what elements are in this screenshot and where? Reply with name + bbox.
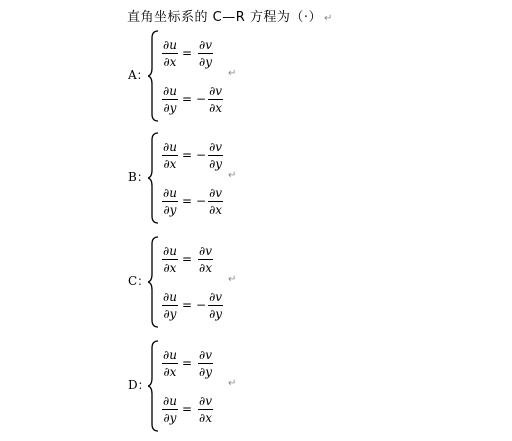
equals-sign: =	[181, 298, 192, 312]
lhs-fraction: $\frac{\partial u}{\partial y}$	[163, 289, 177, 321]
equation-1	[162, 238, 213, 280]
left-brace-icon	[148, 132, 160, 224]
equals-sign: =	[181, 46, 192, 60]
equals-sign: =	[181, 148, 192, 162]
lhs-fraction: $\frac{\partial u}{\partial y}$	[163, 393, 177, 425]
question-stem: 直角坐标系的 C—R 方程为（·）	[127, 10, 323, 25]
equation-2	[162, 284, 223, 326]
equation-2	[162, 78, 223, 120]
option-label: C：	[128, 274, 150, 288]
option-a[interactable]	[128, 30, 248, 122]
option-b[interactable]	[128, 132, 248, 224]
equals-sign: =	[181, 356, 192, 370]
option-label: B：	[128, 170, 149, 184]
rhs-fraction: $\frac{\partial v}{\partial x}$	[209, 185, 223, 217]
rhs-fraction: $\frac{\partial v}{\partial x}$	[209, 83, 223, 115]
lhs-fraction: $\frac{\partial u}{\partial x}$	[163, 37, 177, 69]
lhs-fraction: $\frac{\partial u}{\partial x}$	[163, 139, 177, 171]
question-text	[127, 6, 333, 25]
left-brace-icon	[148, 340, 160, 432]
rhs-fraction: $\frac{\partial v}{\partial y}$	[209, 139, 223, 171]
lhs-fraction: $\frac{\partial u}{\partial x}$	[163, 243, 177, 275]
minus-sign: −	[196, 194, 207, 208]
option-c[interactable]	[128, 236, 248, 328]
left-brace-icon	[148, 236, 160, 328]
lhs-fraction: $\frac{\partial u}{\partial x}$	[163, 347, 177, 379]
return-mark-icon: ↵	[228, 378, 237, 389]
equals-sign: =	[181, 252, 192, 266]
option-label: A：	[128, 68, 149, 82]
return-mark-icon: ↵	[228, 274, 237, 285]
minus-sign: −	[196, 148, 207, 162]
equation-2	[162, 388, 213, 430]
minus-sign: −	[196, 298, 207, 312]
left-brace-icon	[148, 30, 160, 122]
equals-sign: =	[181, 194, 192, 208]
rhs-fraction: $\frac{\partial v}{\partial x}$	[199, 393, 212, 425]
option-label: D：	[128, 378, 150, 392]
equation-1	[162, 134, 223, 176]
equation-2	[162, 180, 223, 222]
rhs-fraction: $\frac{\partial v}{\partial y}$	[209, 289, 223, 321]
equation-1	[162, 342, 213, 384]
option-d[interactable]	[128, 340, 248, 432]
lhs-fraction: $\frac{\partial u}{\partial y}$	[163, 185, 177, 217]
return-mark-icon: ↵	[228, 68, 237, 79]
rhs-fraction: $\frac{\partial v}{\partial y}$	[199, 37, 212, 69]
equals-sign: =	[181, 92, 192, 106]
return-mark-icon: ↵	[228, 170, 237, 181]
paragraph-mark-icon: ↵	[324, 13, 333, 24]
rhs-fraction: $\frac{\partial v}{\partial y}$	[199, 347, 212, 379]
lhs-fraction: $\frac{\partial u}{\partial y}$	[163, 83, 177, 115]
minus-sign: −	[196, 92, 207, 106]
equation-1	[162, 32, 213, 74]
rhs-fraction: $\frac{\partial v}{\partial x}$	[199, 243, 212, 275]
equals-sign: =	[181, 402, 192, 416]
